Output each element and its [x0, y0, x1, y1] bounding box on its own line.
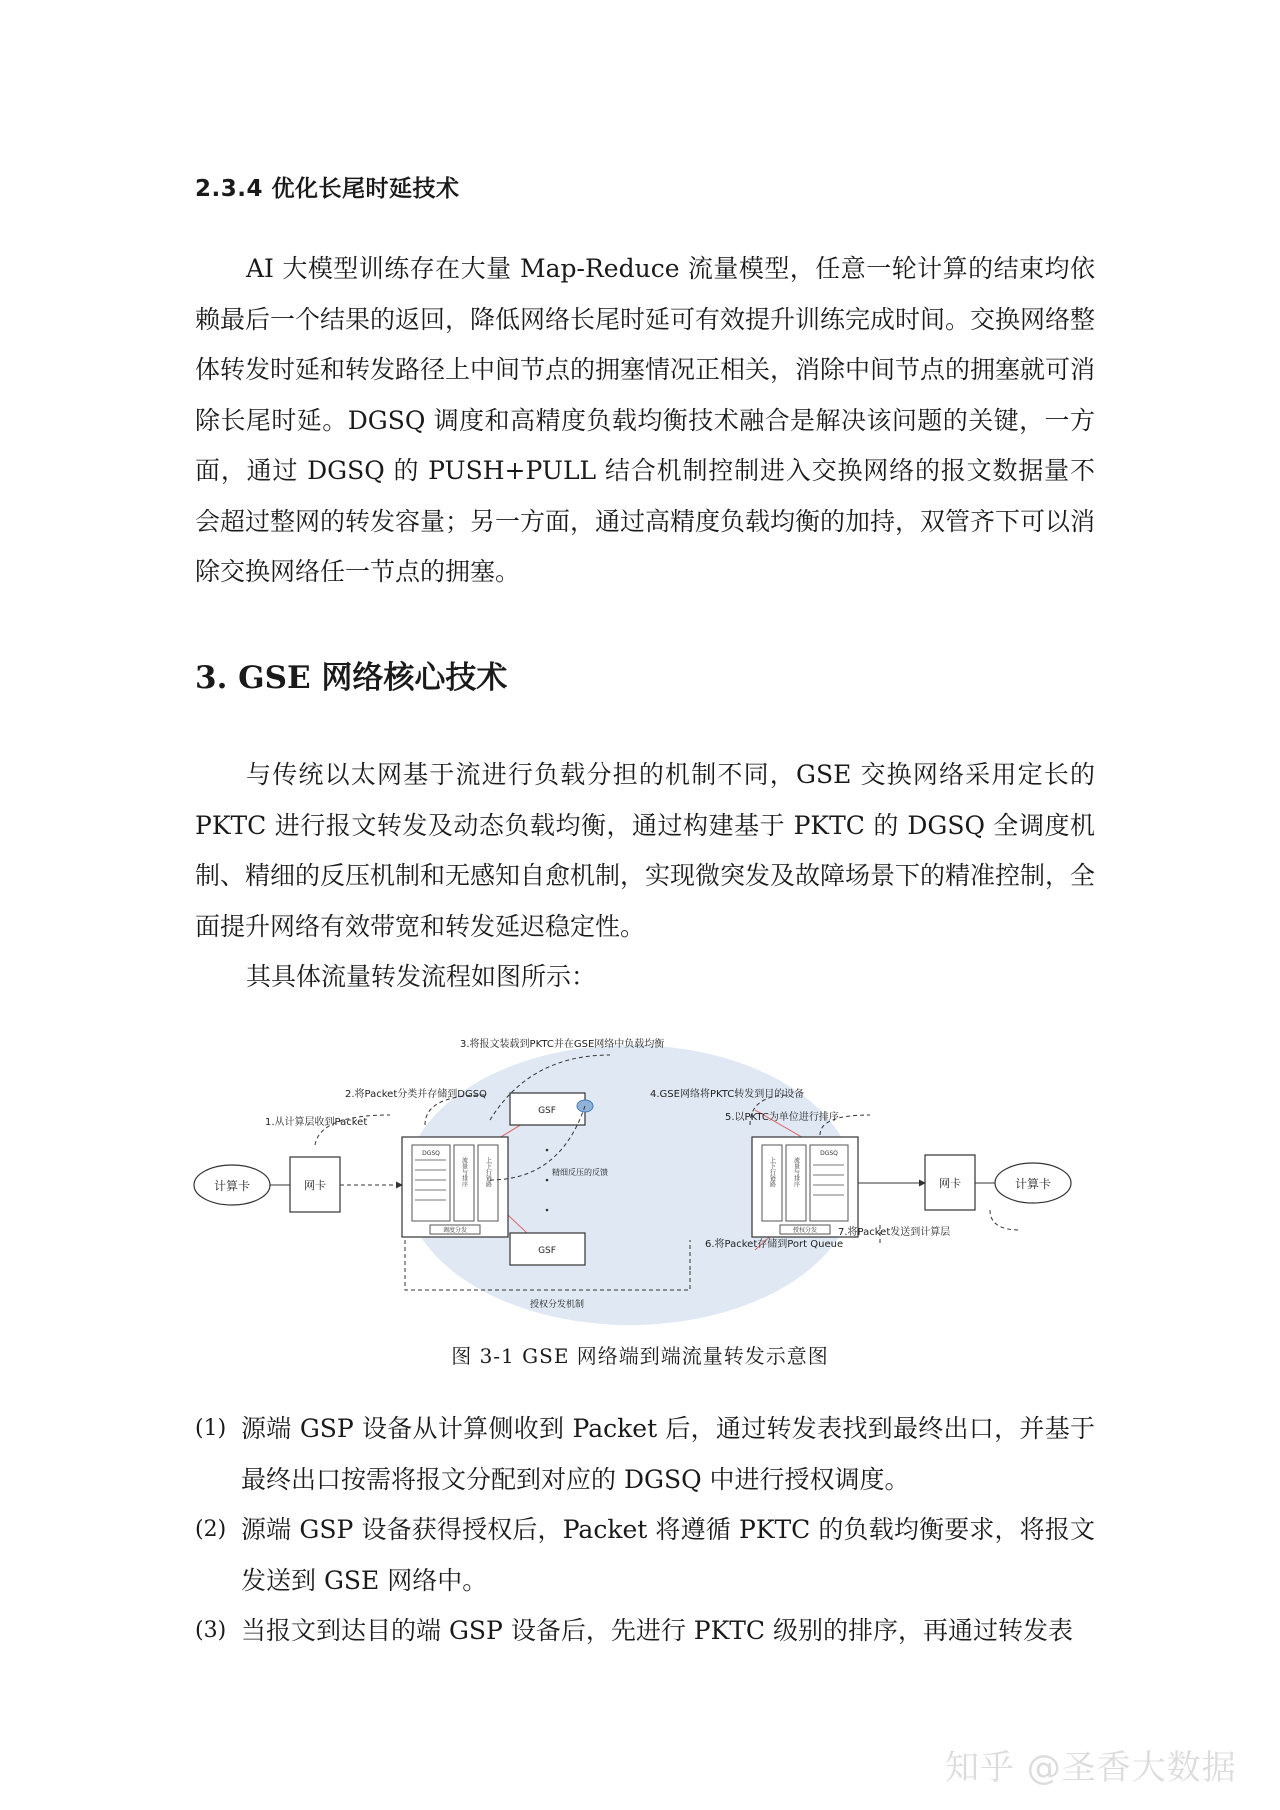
- list-item-2-num: (2): [195, 1517, 227, 1542]
- step5-label: 5.以PKTC为单位进行排序: [725, 1112, 839, 1123]
- paragraph-long-tail-latency: AI 大模型训练存在大量 Map-Reduce 流量模型，任意一轮计算的结束均依赖最后一个结果的返回，降低网络长尾时延可有效提升训练完成时间。交换网络整体转发时延和转发路径上中间节点的拥塞情况正相关，消除中间节点的拥塞就可消除长尾时延。DGSQ 调度和高精度负载均衡技术融合是解决该问题的关键，一方面，通过 DGSQ 的 PUSH+PULL 结合机制控制进入交换网络的报文数据量不会超过整网的转发容量；另一方面，通过高精度负载均衡的加持，双管齐下可以消除交换网络任一节点的拥塞。: [195, 254, 1096, 586]
- list-item-1-num: (1): [195, 1416, 227, 1441]
- compute-card-left-label: 计算卡: [213, 1179, 251, 1193]
- watermark: 知乎 @圣香大数据: [945, 1748, 1237, 1788]
- backpressure-label: 精细反压的反馈: [552, 1168, 608, 1177]
- section-heading-3: 3. GSE 网络核心技术: [195, 660, 508, 696]
- list-item-1: [195, 1404, 1095, 1505]
- sched-right-label: 授权分发: [792, 1227, 818, 1234]
- list-item-1-text: 源端 GSP 设备从计算侧收到 Packet 后，通过转发表找到最终出口，并基于最终出口按需将报文分配到对应的 DGSQ 中进行授权调度。: [241, 1414, 1095, 1494]
- section-heading-2-3-4: 2.3.4 优化长尾时延技术: [195, 176, 460, 202]
- nic-left-label: 网卡: [304, 1179, 326, 1192]
- col-d-label: 流量与排序: [792, 1157, 800, 1187]
- paragraph-gse-intro: 与传统以太网基于流进行负载分担的机制不同，GSE 交换网络采用定长的 PKTC 进行报文转发及动态负载均衡，通过构建基于 PKTC 的 DGSQ 全调度机制、精细的反压机制和无感知自愈机制，实现微突发及故障场景下的精准控制，全面提升网络有效带宽和转发延迟稳定性。: [195, 760, 1096, 941]
- col-c-label: 上下行链路: [768, 1157, 776, 1187]
- list-item-3-num: (3): [195, 1618, 227, 1643]
- step2-label: 2.将Packet分类并存储到DGSQ: [345, 1089, 487, 1100]
- step1-label: 1.从计算层收到Packet: [265, 1117, 368, 1128]
- gsf-bottom-label: GSF: [538, 1246, 556, 1256]
- col-a-label: 流量与排序: [460, 1157, 468, 1187]
- gsf-top-label: GSF: [538, 1106, 556, 1116]
- list-item-3-text: 当报文到达目的端 GSP 设备后，先进行 PKTC 级别的排序，再通过转发表: [241, 1616, 1074, 1645]
- step6-label: 6.将Packet存储到Port Queue: [705, 1239, 844, 1250]
- figure-caption: 图 3-1 GSE 网络端到端流量转发示意图: [451, 1344, 829, 1368]
- step4-label: 4.GSE网络将PKTC转发到目的设备: [650, 1089, 805, 1100]
- list-item-3: [195, 1606, 1095, 1657]
- step3-label: 3.将报文装载到PKTC并在GSE网络中负载均衡: [460, 1039, 665, 1050]
- list-item-2: [195, 1505, 1095, 1606]
- list-item-2-text: 源端 GSP 设备获得授权后，Packet 将遵循 PKTC 的负载均衡要求，将报文发送到 GSE 网络中。: [241, 1515, 1095, 1595]
- dgsq-right-label: DGSQ: [820, 1150, 838, 1157]
- step7-label: 7.将Packet发送到计算层: [838, 1227, 951, 1238]
- paragraph-flow-intro: 其具体流量转发流程如图所示：: [246, 962, 597, 991]
- col-b-label: 上下行链路: [484, 1157, 492, 1187]
- sched-left-label: 调度分发: [442, 1227, 468, 1234]
- gse-flow-diagram: [190, 1035, 1095, 1325]
- grant-label: 授权分发机制: [530, 1300, 585, 1310]
- nic-right-label: 网卡: [939, 1177, 961, 1190]
- compute-card-right-label: 计算卡: [1014, 1177, 1052, 1191]
- dgsq-left-label: DGSQ: [422, 1150, 440, 1157]
